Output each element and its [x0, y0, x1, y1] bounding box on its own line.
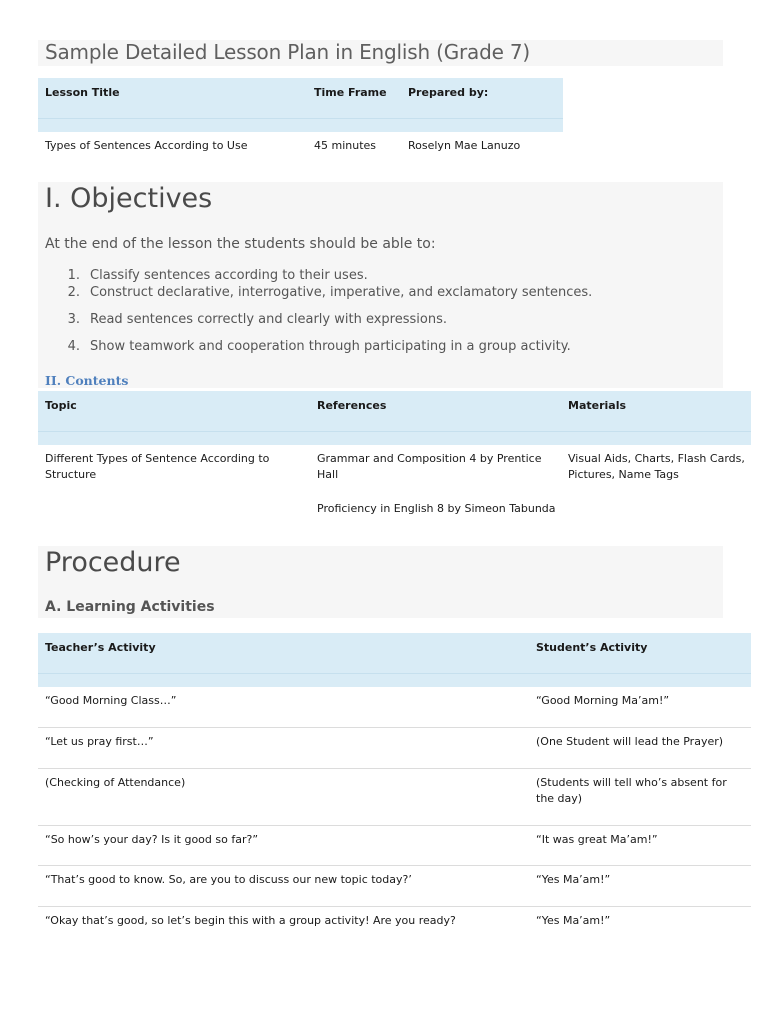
references-cell: Grammar and Composition 4 by Prentice Hall Proficiency in English 8 by Simeon Tabunda [317, 452, 556, 515]
teacher-activity-cell: “Okay that’s good, so let’s begin this with a group activity! Are you ready? [38, 906, 529, 945]
student-activity-cell: “Yes Ma’am!” [529, 865, 751, 906]
teacher-activity-cell: “That’s good to know. So, are you to discuss our new topic today?’ [38, 865, 529, 906]
lesson-title-value: Types of Sentences According to Use [45, 139, 248, 152]
table-row [38, 727, 751, 768]
materials-cell: Visual Aids, Charts, Flash Cards, Pictures, Name Tags [568, 452, 745, 481]
table-header-spacer [38, 673, 751, 687]
list-item: 3. Read sentences correctly and clearly with expressions. [67, 312, 447, 327]
contents-heading: II. Contents [45, 373, 129, 388]
header-time-frame: Time Frame [307, 78, 401, 118]
table-row [38, 825, 751, 865]
student-activity-cell: “Good Morning Ma’am!” [536, 694, 670, 707]
table-header-row [38, 78, 563, 118]
teacher-activity-cell: “Good Morning Class…” [45, 694, 177, 707]
lesson-info-table [38, 78, 563, 172]
list-item: 4. Show teamwork and cooperation through participating in a group activity. [67, 339, 571, 354]
table-row [38, 768, 751, 825]
objectives-heading: I. Objectives [45, 183, 213, 214]
time-frame-value: 45 minutes [314, 139, 377, 152]
student-activity-cell: “Yes Ma’am!” [529, 906, 751, 945]
header-references: References [310, 391, 561, 431]
header-materials: Materials [561, 391, 751, 431]
table-header-spacer [38, 118, 563, 132]
teacher-activity-cell: (Checking of Attendance) [38, 768, 529, 825]
table-header-row [38, 391, 751, 431]
activities-table [38, 633, 751, 945]
table-header-spacer [38, 431, 751, 445]
table-row [38, 865, 751, 906]
list-item: 2. Construct declarative, interrogative, imperative, and exclamatory sentences. [67, 285, 593, 300]
student-activity-cell: (Students will tell who’s absent for the day) [529, 768, 751, 825]
document-title: Sample Detailed Lesson Plan in English (Grade 7) [45, 40, 530, 64]
table-row [38, 906, 751, 945]
header-lesson-title: Lesson Title [38, 78, 307, 118]
header-prepared-by: Prepared by: [401, 78, 563, 118]
objectives-intro: At the end of the lesson the students should be able to: [45, 236, 436, 252]
table-row [38, 687, 751, 727]
header-teacher-activity: Teacher’s Activity [38, 633, 529, 673]
prepared-by-value: Roselyn Mae Lanuzo [408, 139, 521, 152]
table-row [38, 132, 563, 172]
procedure-heading: Procedure [45, 547, 181, 578]
contents-table [38, 391, 751, 525]
header-topic: Topic [38, 391, 310, 431]
student-activity-cell: (One Student will lead the Prayer) [529, 727, 751, 768]
teacher-activity-cell: “So how’s your day? Is it good so far?” [38, 825, 529, 865]
table-header-row [38, 633, 751, 673]
table-row [38, 445, 751, 525]
header-student-activity: Student’s Activity [529, 633, 751, 673]
topic-cell: Different Types of Sentence According to Structure [45, 452, 270, 481]
learning-activities-heading: A. Learning Activities [45, 599, 215, 615]
student-activity-cell: “It was great Ma’am!” [529, 825, 751, 865]
list-item: 1. Classify sentences according to their uses. [67, 268, 368, 283]
teacher-activity-cell: “Let us pray first…” [38, 727, 529, 768]
